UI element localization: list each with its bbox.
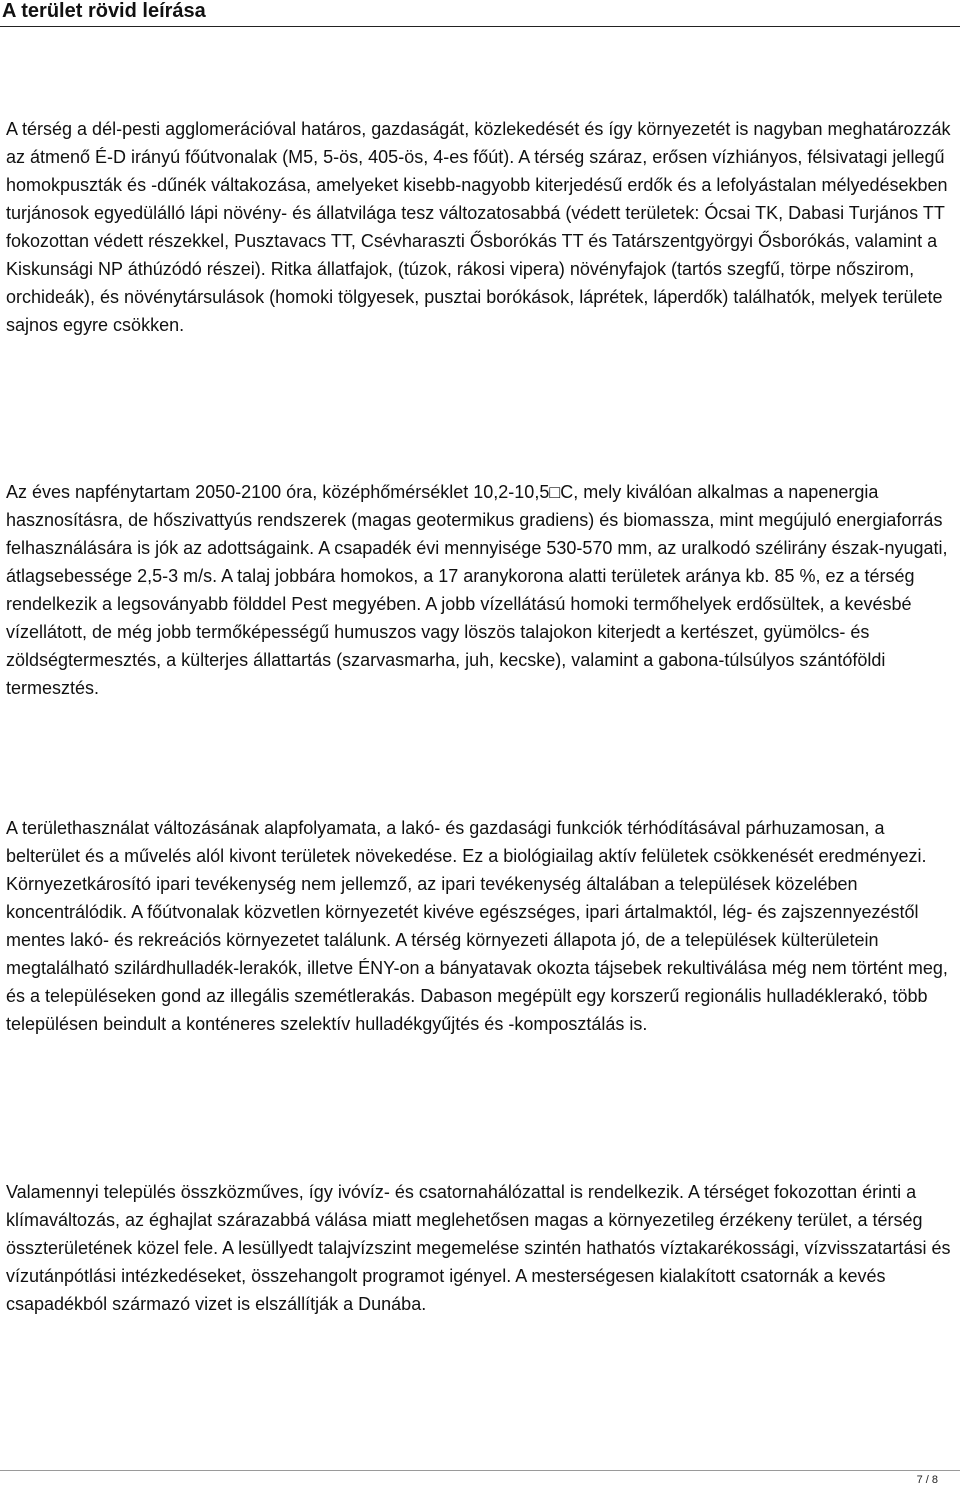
paragraph-utilities-climate: Valamennyi település összközműves, így ivóvíz- és csatornahálózattal is rendelkezik. A térséget fokozottan érinti a klímaváltozás, az éghajlat szárazabbá válása miatt meglehetősen magas a környezetileg érzékeny terület, a térség összterületének közel fele. A lesüllyedt talajvízszint megemelése szintén hathatós víztakarékossági, vízvisszatartási és vízutánpótlási intézkedéseket, összehangolt programot igényel. A mesterségesen kialakított csatornák a kevés csapadékból származó vizet is elszállítják a Dunába. [6, 1182, 951, 1314]
section-title: A terület rövid leírása [2, 0, 206, 22]
paragraph-land-use: A területhasználat változásának alapfolyamata, a lakó- és gazdasági funkciók térhódításával párhuzamosan, a belterület és a művelés alól kivont területek növekedése. Ez a biológiailag aktív felületek csökkenését eredményezi. Környezetkárosító ipari tevékenység nem jellemző, az ipari tevékenység általában a települések közelében koncentrálódik. A főútvonalak közvetlen környezetét kivéve egészséges, ipari ártalmaktól, lég- és zajszennyezéstől mentes lakó- és rekreációs környezetet találunk. A térség környezeti állapota jó, de a települések külterületein megtalálható szilárdhulladék-lerakók, illetve ÉNY-on a bányatavak okozta tájsebek rekultiválása még nem történt meg, és a településeken gond az illegális szemétlerakás. Dabason megépült egy korszerű regionális hulladéklerakó, több településen beindult a konténeres szelektív hulladékgyűjtés és -komposztálás is. [6, 818, 948, 1034]
header-divider [0, 26, 960, 27]
footer-divider [0, 1470, 960, 1471]
paragraph-climate-agriculture: Az éves napfénytartam 2050-2100 óra, középhőmérséklet 10,2-10,5□C, mely kiválóan alkalmas a napenergia hasznosításra, de hőszivattyús rendszerek (magas geotermikus gradiens) és biomassza, mint megújuló energiaforrás felhasználására is jók az adottságaink. A csapadék évi mennyisége 530-570 mm, az uralkodó szélirány észak-nyugati, átlagsebessége 2,5-3 m/s. A talaj jobbára homokos, a 17 aranykorona alatti területek aránya kb. 85 %, ez a térség rendelkezik a legsoványabb földdel Pest megyében. A jobb vízellátású homoki termőhelyek erdősültek, a kevésbé vízellátott, de még jobb termőképességű humuszos vagy löszös talajokon kiterjedt a kertészet, gyümölcs- és zöldségtermesztés, a külterjes állattartás (szarvasmarha, juh, kecske), valamint a gabona-túlsúlyos szántóföldi termesztés. [6, 482, 948, 698]
paragraph-region-description: A térség a dél-pesti agglomerációval határos, gazdaságát, közlekedését és így környezetét is nagyban meghatározzák az átmenő É-D irányú főútvonalak (M5, 5-ös, 405-ös, 4-es főút). A térség száraz, erősen vízhiányos, félsivatagi jellegű homokpuszták és -dűnék váltakozása, amelyeket kisebb-nagyobb kiterjedésű erdők és a lefolyástalan mélyedésekben turjánosok egyedülálló lápi növény- és állatvilága tesz változatosabbá (védett területek: Ócsai TK, Dabasi Turjános TT fokozottan védett részekkel, Pusztavacs TT, Csévharaszti Ősborókás TT és Tatárszentgyörgyi Ősborókás, valamint a Kiskunsági NP áthúzódó részei). Ritka állatfajok, (túzok, rákosi vipera) növényfajok (tartós szegfű, törpe nőszirom, orchideák), és növénytársulások (homoki tölgyesek, pusztai borókások, láprétek, láperdők) találhatók, melyek területe sajnos egyre csökken. [6, 119, 951, 335]
page-header [0, 0, 960, 26]
page-number: 7 / 8 [916, 1474, 938, 1486]
